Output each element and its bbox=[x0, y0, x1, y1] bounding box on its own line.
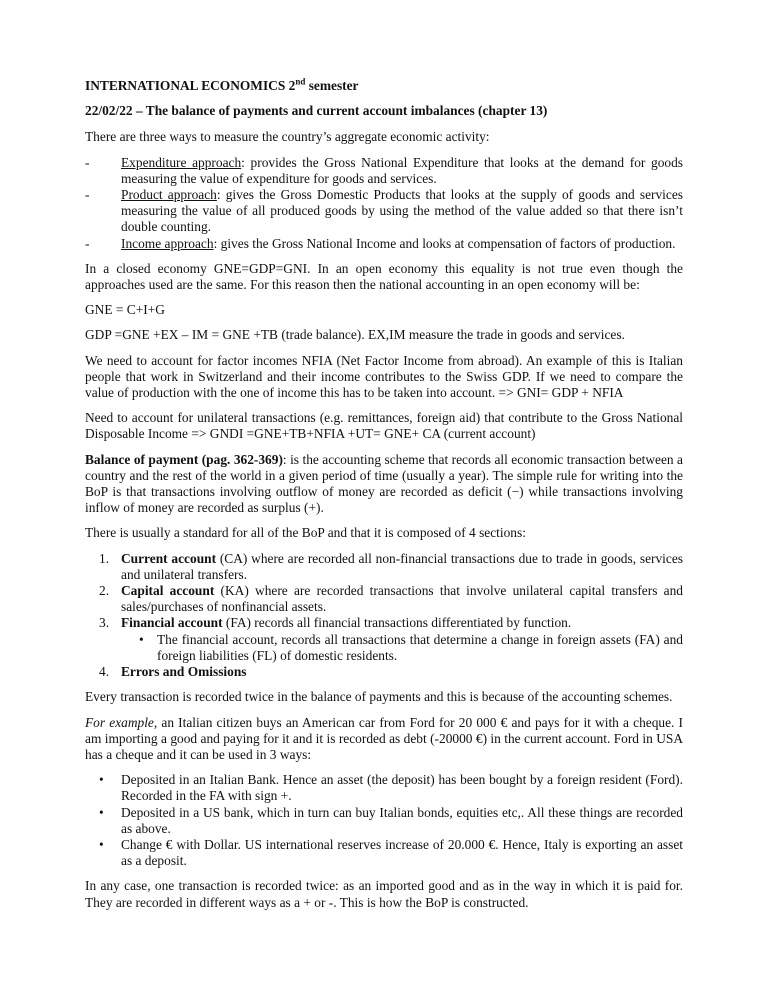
bullet-marker: • bbox=[99, 836, 104, 852]
intro-paragraph: There are three ways to measure the country’s aggregate economic activity: bbox=[85, 129, 490, 145]
list-item bbox=[85, 805, 683, 837]
bop-sections-list bbox=[85, 551, 683, 681]
unilateral-paragraph: Need to account for unilateral transactions (e.g. remittances, foreign aid) that contribute to the Gross National Disposable Income => GNDI =GNE+TB+NFIA +UT= GNE+ CA (current account) bbox=[85, 410, 683, 442]
recorded-twice-paragraph: Every transaction is recorded twice in the balance of payments and this is because of the accounting schemes. bbox=[85, 689, 673, 705]
gdp-equation: GDP =GNE +EX – IM = GNE +TB (trade balance). EX,IM measure the trade in goods and services. bbox=[85, 327, 625, 343]
dash-marker: - bbox=[85, 187, 90, 203]
example-text: , an Italian citizen buys an American car from Ford for 20 000 € and pays for it with a cheque. I am importing a good and paying for it and it is recorded as debt (-20000 €) in the current account. Ford in USA has a cheque and it can be used in 3 ways: bbox=[85, 714, 684, 762]
list-item bbox=[85, 236, 683, 252]
section-text: (FA) records all financial transactions differentiated by function. bbox=[222, 615, 572, 631]
example-paragraph bbox=[85, 715, 683, 764]
document-body bbox=[85, 78, 683, 920]
list-item bbox=[85, 664, 683, 680]
title-superscript: nd bbox=[295, 76, 306, 87]
cheque-uses-list bbox=[85, 772, 683, 869]
section-term: Current account bbox=[121, 550, 217, 566]
dash-marker: - bbox=[85, 154, 90, 170]
section-text: (KA) where are recorded transactions that involve unilateral capital transfers and sales/purchases of nonfinancial assets. bbox=[121, 583, 683, 615]
list-item-text: Change € with Dollar. US international reserves increase of 20.000 €. Hence, Italy is exporting an asset as a deposit. bbox=[121, 836, 683, 869]
approach-term: Product approach bbox=[121, 187, 217, 203]
list-item bbox=[85, 551, 683, 583]
lecture-heading: 22/02/22 – The balance of payments and current account imbalances (chapter 13) bbox=[85, 103, 548, 119]
item-number: 1. bbox=[99, 550, 110, 566]
title-text: INTERNATIONAL ECONOMICS 2 bbox=[85, 78, 296, 93]
closed-economy-paragraph: In a closed economy GNE=GDP=GNI. In an open economy this equality is not true even though the approaches used are the same. For this reason then the national accounting in an open economy will be: bbox=[85, 260, 683, 293]
bullet-marker: • bbox=[99, 772, 104, 788]
example-lead: For example bbox=[85, 714, 154, 730]
sub-list-item bbox=[103, 632, 683, 664]
approach-text: : gives the Gross Domestic Products that looks at the supply of goods and services measuring the value of all produced goods by using the method of the value added so that there isn’t double counting. bbox=[121, 187, 684, 235]
approach-term: Expenditure approach bbox=[121, 154, 242, 170]
list-item bbox=[85, 155, 683, 187]
nfia-paragraph: We need to account for factor incomes NFIA (Net Factor Income from abroad). An example of this is Italian people that work in Switzerland and their income contributes to the Swiss GDP. If we need to compare the value of production with the one of income this has to be taken into account. => GNI= GDP + NFIA bbox=[85, 352, 683, 401]
section-term: Capital account bbox=[121, 583, 215, 599]
approach-text: : provides the Gross National Expenditure that looks at the demand for goods measuring the value of expenditure for goods and services. bbox=[121, 154, 683, 186]
approaches-list bbox=[85, 155, 683, 252]
sub-item-text: The financial account, records all transactions that determine a change in foreign assets (FA) and foreign liabilities (FL) of domestic residents. bbox=[157, 631, 683, 663]
approach-text: : gives the Gross National Income and looks at compensation of factors of production. bbox=[213, 235, 676, 251]
list-item bbox=[85, 615, 683, 664]
item-number: 4. bbox=[99, 664, 110, 680]
bop-paragraph bbox=[85, 452, 683, 517]
sections-intro: There is usually a standard for all of the BoP and that it is composed of 4 sections: bbox=[85, 525, 526, 541]
list-item bbox=[85, 772, 683, 804]
section-term: Financial account bbox=[121, 615, 223, 631]
bullet-marker: • bbox=[99, 804, 104, 820]
list-item bbox=[85, 187, 683, 236]
document-title bbox=[85, 78, 683, 94]
list-item bbox=[85, 837, 683, 869]
list-item-text: Deposited in a US bank, which in turn can buy Italian bonds, equities etc,. All these things are recorded as above. bbox=[121, 804, 683, 836]
bop-text: : is the accounting scheme that records all economic transaction between a country and the rest of the world in a given period of time (usually a year). The simple rule for writing into the BoP is that transactions involving outflow of money are recorded as deficit (−) while transactions involving inflow of money are recorded as surplus (+). bbox=[85, 451, 684, 516]
bop-term: Balance of payment (pag. 362-369) bbox=[85, 451, 283, 467]
bullet-marker: • bbox=[139, 631, 144, 647]
approach-term: Income approach bbox=[121, 235, 214, 251]
title-suffix: semester bbox=[305, 78, 359, 93]
list-item bbox=[85, 583, 683, 615]
section-term: Errors and Omissions bbox=[121, 664, 247, 680]
gne-equation: GNE = C+I+G bbox=[85, 302, 165, 318]
conclusion-paragraph: In any case, one transaction is recorded twice: as an imported good and as in the way in which it is paid for. They are recorded in different ways as a + or -. This is how the BoP is constructed. bbox=[85, 878, 683, 910]
list-item-text: Deposited in an Italian Bank. Hence an asset (the deposit) has been bought by a foreign resident (Ford). Recorded in the FA with sign +. bbox=[121, 772, 683, 804]
item-number: 2. bbox=[99, 583, 110, 599]
dash-marker: - bbox=[85, 235, 90, 251]
section-text: (CA) where are recorded all non-financial transactions due to trade in goods, services and unilateral transfers. bbox=[121, 550, 683, 582]
item-number: 3. bbox=[99, 615, 110, 631]
